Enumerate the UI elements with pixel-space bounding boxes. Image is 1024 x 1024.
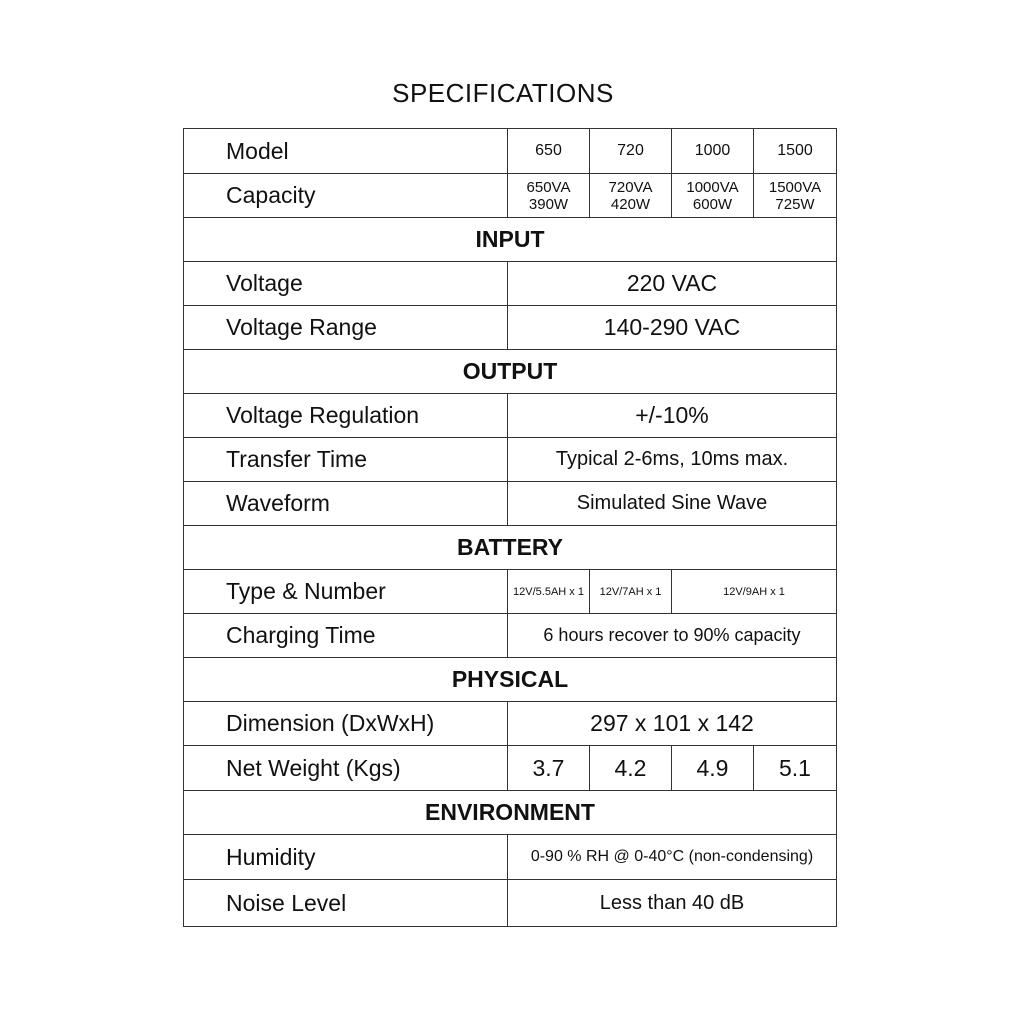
dimension-row xyxy=(184,702,837,746)
capacity-650 xyxy=(508,174,590,218)
environment-header: ENVIRONMENT xyxy=(184,791,837,835)
transfer-time-value: Typical 2-6ms, 10ms max. xyxy=(508,438,837,482)
type-number-row xyxy=(184,570,837,614)
charging-time-value: 6 hours recover to 90% capacity xyxy=(508,614,837,658)
specifications-table xyxy=(183,128,837,927)
transfer-time-row xyxy=(184,438,837,482)
capacity-720-w: 420W xyxy=(610,195,651,213)
type-number-label: Type & Number xyxy=(184,570,508,614)
charging-time-row xyxy=(184,614,837,658)
voltage-range-row xyxy=(184,306,837,350)
model-720: 720 xyxy=(590,129,672,174)
waveform-label: Waveform xyxy=(184,482,508,526)
model-1500: 1500 xyxy=(754,129,837,174)
input-header-row xyxy=(184,218,837,262)
capacity-1500-w: 725W xyxy=(775,195,815,213)
net-weight-label: Net Weight (Kgs) xyxy=(184,746,508,791)
capacity-720 xyxy=(590,174,672,218)
capacity-label: Capacity xyxy=(184,174,508,218)
model-label: Model xyxy=(184,129,508,174)
voltage-row xyxy=(184,262,837,306)
physical-header-row xyxy=(184,658,837,702)
environment-header-row xyxy=(184,791,837,835)
net-weight-650: 3.7 xyxy=(508,746,590,791)
net-weight-row xyxy=(184,746,837,791)
net-weight-1000: 4.9 xyxy=(672,746,754,791)
model-row xyxy=(184,129,837,174)
noise-level-label: Noise Level xyxy=(184,880,508,927)
capacity-1500-va: 1500VA xyxy=(768,178,822,196)
voltage-regulation-value: +/-10% xyxy=(508,394,837,438)
waveform-value: Simulated Sine Wave xyxy=(508,482,837,526)
output-header: OUTPUT xyxy=(184,350,837,394)
dimension-label: Dimension (DxWxH) xyxy=(184,702,508,746)
waveform-row xyxy=(184,482,837,526)
battery-header-row xyxy=(184,526,837,570)
humidity-label: Humidity xyxy=(184,835,508,880)
noise-level-row xyxy=(184,880,837,927)
voltage-label: Voltage xyxy=(184,262,508,306)
voltage-regulation-row xyxy=(184,394,837,438)
capacity-1000 xyxy=(672,174,754,218)
humidity-row xyxy=(184,835,837,880)
battery-header: BATTERY xyxy=(184,526,837,570)
voltage-value: 220 VAC xyxy=(508,262,837,306)
battery-type-1000-1500: 12V/9AH x 1 xyxy=(672,570,837,614)
capacity-row xyxy=(184,174,837,218)
transfer-time-label: Transfer Time xyxy=(184,438,508,482)
input-header: INPUT xyxy=(184,218,837,262)
battery-type-720: 12V/7AH x 1 xyxy=(590,570,672,614)
voltage-regulation-label: Voltage Regulation xyxy=(184,394,508,438)
humidity-value: 0-90 % RH @ 0-40°C (non-condensing) xyxy=(508,835,837,880)
net-weight-1500: 5.1 xyxy=(754,746,837,791)
battery-type-650: 12V/5.5AH x 1 xyxy=(508,570,590,614)
model-1000: 1000 xyxy=(672,129,754,174)
net-weight-720: 4.2 xyxy=(590,746,672,791)
model-650: 650 xyxy=(508,129,590,174)
charging-time-label: Charging Time xyxy=(184,614,508,658)
capacity-650-w: 390W xyxy=(528,195,569,213)
capacity-1000-w: 600W xyxy=(692,195,733,213)
capacity-1000-va: 1000VA xyxy=(686,178,739,196)
voltage-range-value: 140-290 VAC xyxy=(508,306,837,350)
noise-level-value: Less than 40 dB xyxy=(508,880,837,927)
physical-header: PHYSICAL xyxy=(184,658,837,702)
page-title: SPECIFICATIONS xyxy=(392,78,614,108)
capacity-650-va: 650VA xyxy=(526,178,571,196)
dimension-value: 297 x 101 x 142 xyxy=(508,702,837,746)
capacity-1500 xyxy=(754,174,837,218)
output-header-row xyxy=(184,350,837,394)
voltage-range-label: Voltage Range xyxy=(184,306,508,350)
capacity-720-va: 720VA xyxy=(608,178,653,196)
